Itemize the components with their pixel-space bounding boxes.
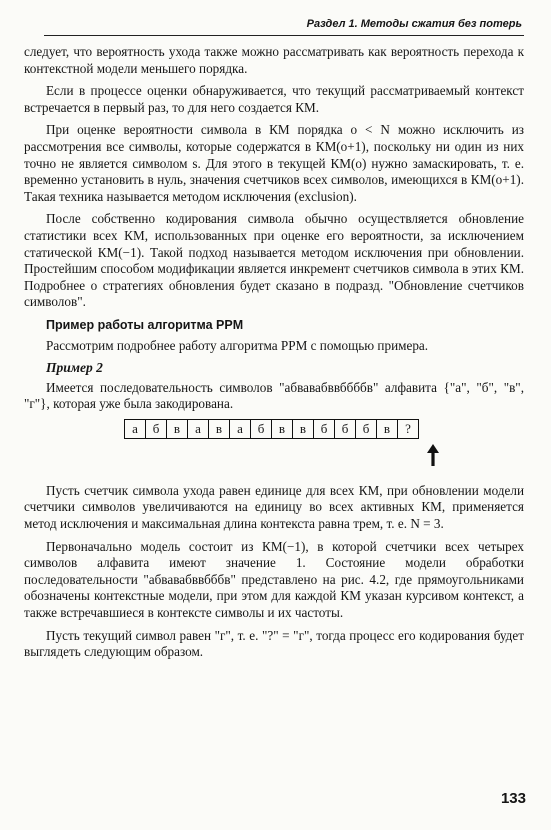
paragraph: Если в процессе оценки обнаруживается, что текущий рассматриваемый контекст встречается в первый раз, то для него создается КМ. [24, 83, 524, 115]
sequence-cell: в [377, 420, 398, 438]
sequence-figure [24, 419, 524, 475]
sequence-cell-current: ? [398, 420, 419, 438]
paragraph: Первоначально модель состоит из КМ(−1), в которой счетчики всех четырех символов алфавита имеют значение 1. Состояние модели обработки последовательности "абвавабввбббв" представлено на рис. 4.2, где прямоугольниками обозначены контекстные модели, при этом для каждой КМ указан курсивом контекст, а также встречавшиеся в контексте символы и их частоты. [24, 538, 524, 621]
section-heading: Пример работы алгоритма PPM [46, 317, 244, 332]
paragraph: Пусть текущий символ равен "г", т. е. "?" = "г", тогда процесс его кодирования будет выглядеть следующим образом. [24, 627, 524, 660]
sequence-cell: а [125, 420, 146, 438]
example-text: Имеется последовательность символов "абвавабввббббв" алфавита {"а", "б", "в", "г"}, которая уже была закодирована. [24, 379, 524, 412]
sequence-cell: а [188, 420, 209, 438]
page-body [24, 44, 524, 667]
sequence-cell: б [335, 420, 356, 438]
sequence-cell: б [314, 420, 335, 438]
sequence-cell: а [230, 420, 251, 438]
page-number: 133 [500, 790, 526, 807]
sequence-cell: б [251, 420, 272, 438]
sequence-row [124, 419, 419, 439]
up-arrow-icon [427, 444, 439, 466]
sequence-cell: б [356, 420, 377, 438]
sequence-cell: в [272, 420, 293, 438]
sequence-cell: в [209, 420, 230, 438]
sequence-cell: в [167, 420, 188, 438]
paragraph: После собственно кодирования символа обычно осуществляется обновление статистики всех КМ, использованных при оценке его вероятности, за исключением статической КМ(−1). Такой подход называется методом исключения при обновлении. Простейшим способом модификации является инкремент счетчиков символа в этих КМ. Подробнее о стратегиях обновления будет сказано в подразд. "Обновление счетчиков символов". [24, 211, 524, 310]
paragraph: Пусть счетчик символа ухода равен единице для всех КМ, при обновлении модели счетчики символов увеличиваются на единицу во всех активных КМ, применяется метод исключения и максимальная длина контекста равна трем, т. е. N = 3. [24, 482, 524, 532]
header-rule [44, 35, 524, 36]
paragraph: При оценке вероятности символа в КМ порядка o < N можно исключить из рассмотрения все символы, которые содержатся в КМ(o+1), поскольку ни один из них точно не является символом s. Для этого в текущей КМ(o) нужно замаскировать, т. е. временно установить в нуль, значения счетчиков всех символов, имеющихся в КМ(o+1). Такая техника называется методом исключения (exclusion). [24, 122, 524, 204]
paragraph: следует, что вероятность ухода также можно рассматривать как вероятность перехода к контекстной модели меньшего порядка. [24, 44, 524, 76]
example-title: Пример 2 [46, 360, 103, 376]
running-head: Раздел 1. Методы сжатия без потерь [306, 18, 522, 30]
sequence-cell: б [146, 420, 167, 438]
sequence-cell: в [293, 420, 314, 438]
section-intro: Рассмотрим подробнее работу алгоритма PPM с помощью примера. [46, 337, 429, 353]
